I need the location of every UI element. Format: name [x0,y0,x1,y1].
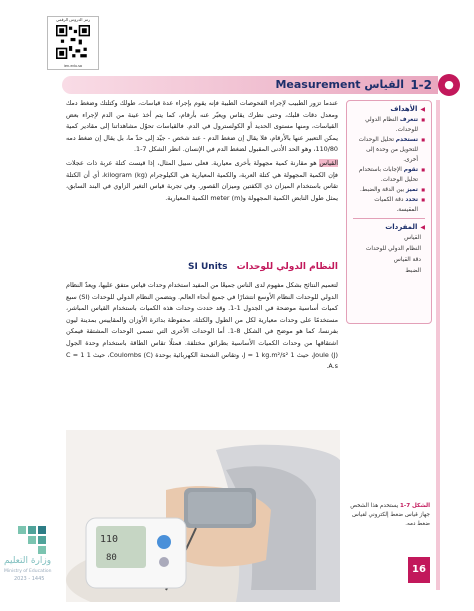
blood-pressure-photo [66,430,340,602]
vocab-term: دقة القياس [393,257,421,263]
paragraph-definition: القياس هو مقارنة كمية مجهولة بأخرى معيارية. فعلى سبيل المثال، إذا قيست كتلة عربة ذات عجلات فإن الكمية المجهولة هي كتلة العربة، والكمية المعيارية هي الكيلوجرام (kilogram (kg، أي أن الكتلة تقاس باستخدام الميزان ذي الكفتين وميزان القصور. وفي تجربة قياس التغير الزاوي في البند السابق، يمثل طول النابض الكمية المجهولة و(meter (m الكمية المعيارية. [66,158,338,202]
sidebar-divider [353,218,425,219]
goal-item: ■ تستخدم تحليل الوحدات للتحويل من وحدة إلى أخرى. [351,135,425,165]
ministry-year: 2023 - 1445 [14,576,45,582]
subheading-english: SI Units [188,262,228,272]
goal-item: ■ تحدد دقة الكميات المقيسة. [351,195,425,215]
vocab-heading: ◀المفردات [385,223,425,231]
blood-pressure-illustration [66,430,340,602]
vocab-term: القياس [404,235,421,241]
main-text [66,98,338,206]
vocab-term: الضبط [405,268,421,274]
section-number: 1-2 [410,78,432,92]
svg-text:110: 110 [100,534,119,545]
section-title-bar [62,76,438,94]
qr-url: ien.edu.sa [63,64,83,68]
goals-list [347,115,431,215]
page-number: 16 [408,557,430,583]
section-title: القياس Measurement [275,78,404,91]
figure-label: الشكل 7-1 [399,503,430,509]
goal-item: ■ تميز بين الدقة والضبط. [351,185,425,195]
objectives-sidebar [346,100,432,324]
paragraph-intro: عندما تزور الطبيب لإجراء الفحوصات الطبية فإنه يقوم بإجراء عدة قياسات، طولك وكتلتك وضغط دمك ومعدل دقات قلبك، وحتى نظرك يقاس ويعبّر عنه بأرقام، كما يتم أخذ عينة من الدم لإجراء بعض القياسات، ومنها مستوى الحديد أو الكولسترول في الدم. فالقياسات تحوّل مشاهداتنا إلى مقادير كمية يمكن التعبير عنها بالأرقام، فلا يقال إن ضغط الدم - عند شخص - جيّد إلى حدّ ما، بل يقال إن ضغط دمه 110/80، وهو الحد الأدنى المقبول لضغط الدم في الإنسان. انظر الشكل 7-1. [66,99,338,154]
goal-item: ■ تقوم الإجابات باستخدام تحليل الوحدات. [351,165,425,185]
ministry-name: وزارة التعليم [4,556,52,566]
si-units-text [66,280,338,375]
paragraph-si: لتعميم النتائج بشكل مفهوم لدى الناس جميعًا من المفيد استخدام وحدات قياس متفق عليها، ويعدّ النظام الدولي للوحدات النظام الأوسع انتشارًا في جميع أنحاء العالم. ويتضمن النظام الدولي للوحدات (SI) سبع كميات أساسية موضحة في الجدول 1-1. وقد حددت وحدات هذه الكميات باستخدام القياس المباشر، مستخدمًا على وحدات معيارية لكل من الطول والكتلة، محفوظة بدائرة الأوزان والمقاييس بمدينة ليون بفرنسا، كما هو موضح في الشكل 8-1. أما الوحدات الأخرى التي تسمى الوحدات المشتقة فيمكن اشتقاقها من وحدات الكميات الأساسية بطرائق مختلفة. فمثلًا تقاس الطاقة باستخدام وحدة الجول Joule (J)، حيث 1 J = 1 kg.m²/s²، وتقاس الشحنة الكهربائية بوحدة Coulombs (C)، حيث 1 C = 1 A.s. [66,281,339,371]
qr-label: رمز الدروس الرقمي [55,17,91,22]
highlighted-term: القياس [319,158,338,167]
qr-code-icon [52,25,94,59]
triangle-icon: ◀ [420,224,425,231]
vocab-term: النظام الدولي للوحدات [365,246,421,252]
ministry-english: Ministry of Education [4,569,52,574]
qr-code-box[interactable] [47,16,99,70]
goal-item: ■ تتعرف النظام الدولي للوحدات. [351,115,425,135]
section-marker-icon: ● [438,74,460,96]
figure-caption: الشكل 7-1 يستخدم هذا الشخص جهاز قياس ضغط إلكتروني لقياس ضغط دمه. [350,503,430,527]
triangle-icon: ◀ [420,106,425,113]
svg-text:80: 80 [106,553,117,563]
page-edge-strip [436,100,440,590]
goals-heading: ◀الأهداف [390,105,425,113]
subheading-si-units [120,262,338,276]
subheading-arabic: النظام الدولي للوحدات [236,262,338,272]
